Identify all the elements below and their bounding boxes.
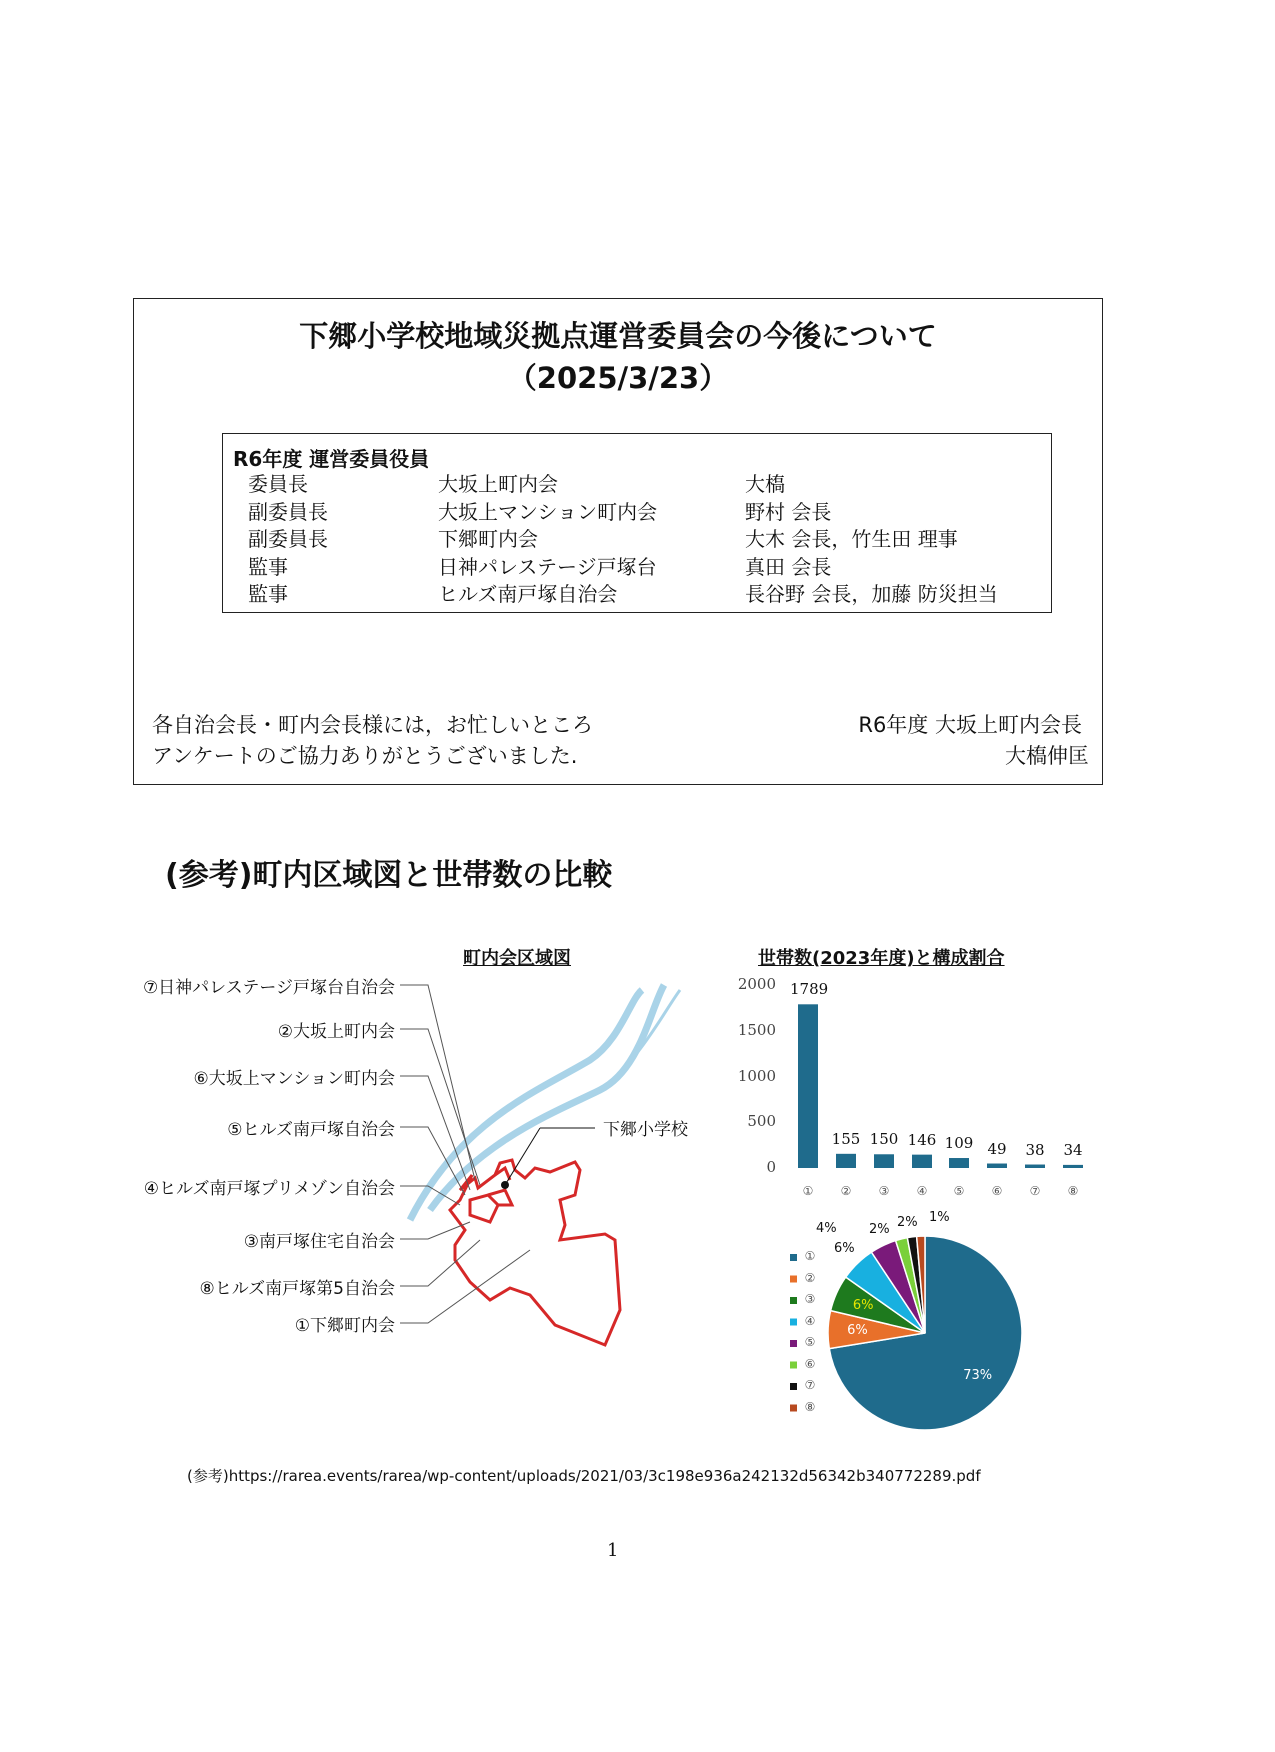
y-tick-label: 0 (766, 1158, 776, 1176)
officer-org: 大坂上町内会 (438, 472, 558, 496)
page-title: 下郷小学校地域災拠点運営委員会の今後について (299, 319, 937, 353)
map-label: ⑥大坂上マンション町内会 (193, 1069, 395, 1089)
legend-swatch (790, 1362, 797, 1369)
x-tick-label: ⑧ (1067, 1184, 1079, 1198)
bar (949, 1158, 969, 1168)
map-label: ③南戸塚住宅自治会 (243, 1232, 395, 1252)
pie-percent-label: 73% (963, 1367, 993, 1383)
section-title: (参考)町内区域図と世帯数の比較 (165, 858, 613, 893)
map-label: ⑤ヒルズ南戸塚自治会 (227, 1120, 395, 1140)
officer-name: 大槗 (745, 472, 785, 496)
pie-percent-label: 2% (869, 1222, 890, 1237)
x-tick-label: ⑥ (991, 1184, 1003, 1198)
x-tick-label: ② (840, 1184, 852, 1198)
legend-label: ② (804, 1270, 816, 1285)
legend-label: ⑥ (804, 1356, 816, 1371)
legend-swatch (790, 1254, 797, 1261)
bar-value-label: 1789 (790, 980, 829, 999)
chart-title: 世帯数(2023年度)と構成割合 (758, 948, 1005, 969)
y-tick-label: 1000 (737, 1066, 776, 1085)
legend-label: ① (804, 1249, 816, 1263)
officer-role: 監事 (248, 554, 288, 579)
bar-value-label: 34 (1063, 1140, 1083, 1159)
thanks-line2: アンケートのご協力ありがとうございました. (152, 744, 578, 768)
bar (1063, 1165, 1083, 1168)
map-label: ②大坂上町内会 (277, 1022, 395, 1042)
school-label: 下郷小学校 (603, 1120, 688, 1140)
pie-percent-label: 6% (834, 1241, 855, 1256)
officer-role: 委員長 (248, 472, 308, 496)
officer-role: 副委員長 (248, 499, 328, 524)
legend-swatch (790, 1383, 797, 1390)
legend-swatch (790, 1405, 797, 1412)
legend-swatch (790, 1297, 797, 1304)
officer-role: 監事 (248, 582, 288, 606)
x-tick-label: ③ (878, 1184, 890, 1198)
signature-title: R6年度 大坂上町内会長 (858, 713, 1082, 737)
x-tick-label: ④ (916, 1184, 928, 1198)
thanks-line1: 各自治会長・町内会長様には，お忙しいところ (152, 713, 593, 737)
legend-label: ④ (804, 1313, 816, 1328)
map-label: ④ヒルズ南戸塚プリメゾン自治会 (143, 1179, 395, 1199)
bar-value-label: 109 (944, 1134, 974, 1153)
bar (874, 1154, 894, 1168)
x-tick-label: ① (802, 1184, 814, 1198)
officer-name: 野村 会長 (745, 499, 832, 524)
x-tick-label: ⑤ (953, 1184, 965, 1198)
bar-value-label: 49 (987, 1139, 1007, 1158)
bar-value-label: 146 (907, 1130, 937, 1149)
officer-name: 真田 会長 (745, 554, 832, 579)
bar-value-label: 38 (1025, 1140, 1045, 1159)
map-label: ⑧ヒルズ南戸塚第5自治会 (199, 1279, 395, 1299)
map-title: 町内会区域図 (463, 948, 571, 969)
pie-percent-label: 6% (847, 1322, 868, 1338)
officer-name: 長谷野 会長，加藤 防災担当 (745, 582, 998, 606)
bar (912, 1155, 932, 1168)
legend-label: ⑧ (804, 1399, 816, 1414)
y-tick-label: 1500 (737, 1020, 776, 1039)
pie-percent-label: 4% (816, 1221, 837, 1236)
map-label: ⑦日神パレステージ戸塚台自治会 (142, 978, 395, 998)
bar-value-label: 150 (869, 1130, 899, 1149)
officer-role: 副委員長 (248, 527, 328, 551)
legend-label: ⑤ (804, 1335, 816, 1349)
pie-percent-label: 1% (929, 1210, 950, 1225)
bar (987, 1164, 1007, 1168)
bar (836, 1154, 856, 1168)
officer-org: 大坂上マンション町内会 (438, 499, 658, 524)
pie-percent-label: 6% (852, 1297, 874, 1313)
officer-org: 下郷町内会 (438, 527, 538, 551)
bar-value-label: 155 (831, 1129, 861, 1148)
reference-url[interactable]: (参考)https://rarea.events/rarea/wp-content/uploads/2021/03/3c198e936a242132d56342b340772289.pdf (187, 1467, 981, 1485)
x-tick-label: ⑦ (1029, 1184, 1041, 1198)
page-number: 1 (607, 1540, 619, 1561)
legend-label: ③ (804, 1292, 816, 1306)
y-tick-label: 500 (747, 1112, 776, 1131)
officer-name: 大木 会長，竹生田 理事 (745, 527, 958, 551)
officer-org: 日神パレステージ戸塚台 (438, 554, 657, 579)
bar (798, 1004, 818, 1168)
y-tick-label: 2000 (737, 975, 776, 993)
officer-org: ヒルズ南戸塚自治会 (438, 582, 618, 606)
legend-label: ⑦ (804, 1378, 816, 1392)
legend-swatch (790, 1319, 797, 1326)
officers-heading: R6年度 運営委員役員 (233, 447, 430, 471)
bar (1025, 1165, 1045, 1168)
signature-name: 大槗伸匡 (1005, 744, 1089, 768)
map-label: ①下郷町内会 (294, 1316, 395, 1336)
legend-swatch (790, 1340, 797, 1347)
pie-percent-label: 2% (897, 1215, 918, 1230)
page-date: （2025/3/23） (507, 361, 729, 395)
legend-swatch (790, 1276, 797, 1283)
